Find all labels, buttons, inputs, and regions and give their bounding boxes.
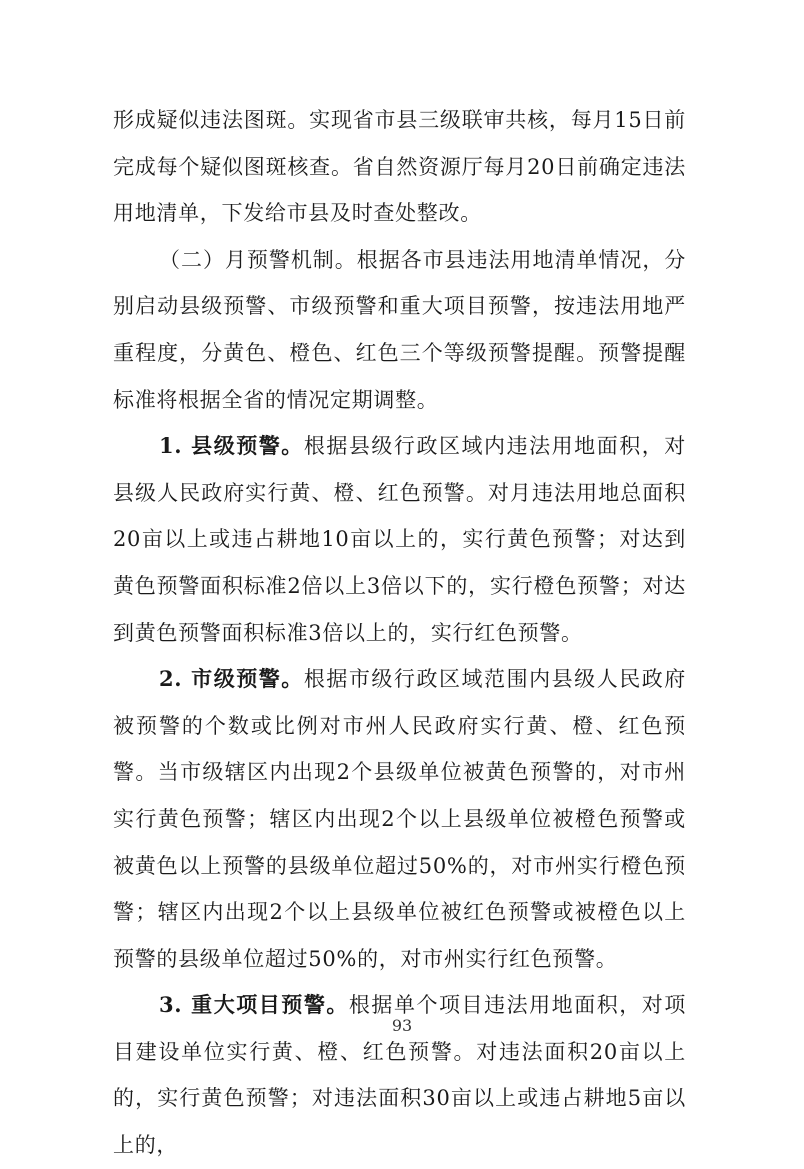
paragraph-city-warning [113,656,686,982]
paragraph-continuation [113,97,686,237]
paragraph-text: 形成疑似违法图斑。实现省市县三级联审共核，每月15日前完成每个疑似图斑核查。省自然资源厅每月20日前确定违法用地清单，下发给市县及时查处整改。 [113,108,686,226]
page-number: 93 [391,1016,413,1035]
paragraph-text: 根据市级行政区域范围内县级人民政府被预警的个数或比例对市州人民政府实行黄、橙、红色预警。当市级辖区内出现2个县级单位被黄色预警的，对市州实行黄色预警；辖区内出现2个以上县级单位被橙色预警或被黄色以上预警的县级单位超过50%的，对市州实行橙色预警；辖区内出现2个以上县级单位被红色预警或被橙色以上预警的县级单位超过50%的，对市州实行红色预警。 [113,667,686,971]
paragraph-text: （二）月预警机制。根据各市县违法用地清单情况，分别启动县级预警、市级预警和重大项目预警，按违法用地严重程度，分黄色、橙色、红色三个等级预警提醒。预警提醒标准将根据全省的情况定期调整。 [113,247,686,412]
paragraph-county-warning [113,423,686,656]
paragraph-lead: 2. 市级预警。 [159,666,304,692]
paragraph-lead: 3. 重大项目预警。 [159,992,349,1018]
paragraph-text: 根据单个项目违法用地面积，对项目建设单位实行黄、橙、红色预警。对违法面积20亩以上的，实行黄色预警；对违法面积30亩以上或违占耕地5亩以上的， [113,993,687,1158]
paragraph-major-project-warning [113,982,686,1168]
paragraph-monthly-warning [113,237,686,423]
paragraph-text: 根据县级行政区域内违法用地面积，对县级人民政府实行黄、橙、红色预警。对月违法用地总面积20亩以上或违占耕地10亩以上的，实行黄色预警；对达到黄色预警面积标准2倍以上3倍以下的，实行橙色预警；对达到黄色预警面积标准3倍以上的，实行红色预警。 [113,434,686,645]
paragraph-lead: 1. 县级预警。 [159,433,304,459]
